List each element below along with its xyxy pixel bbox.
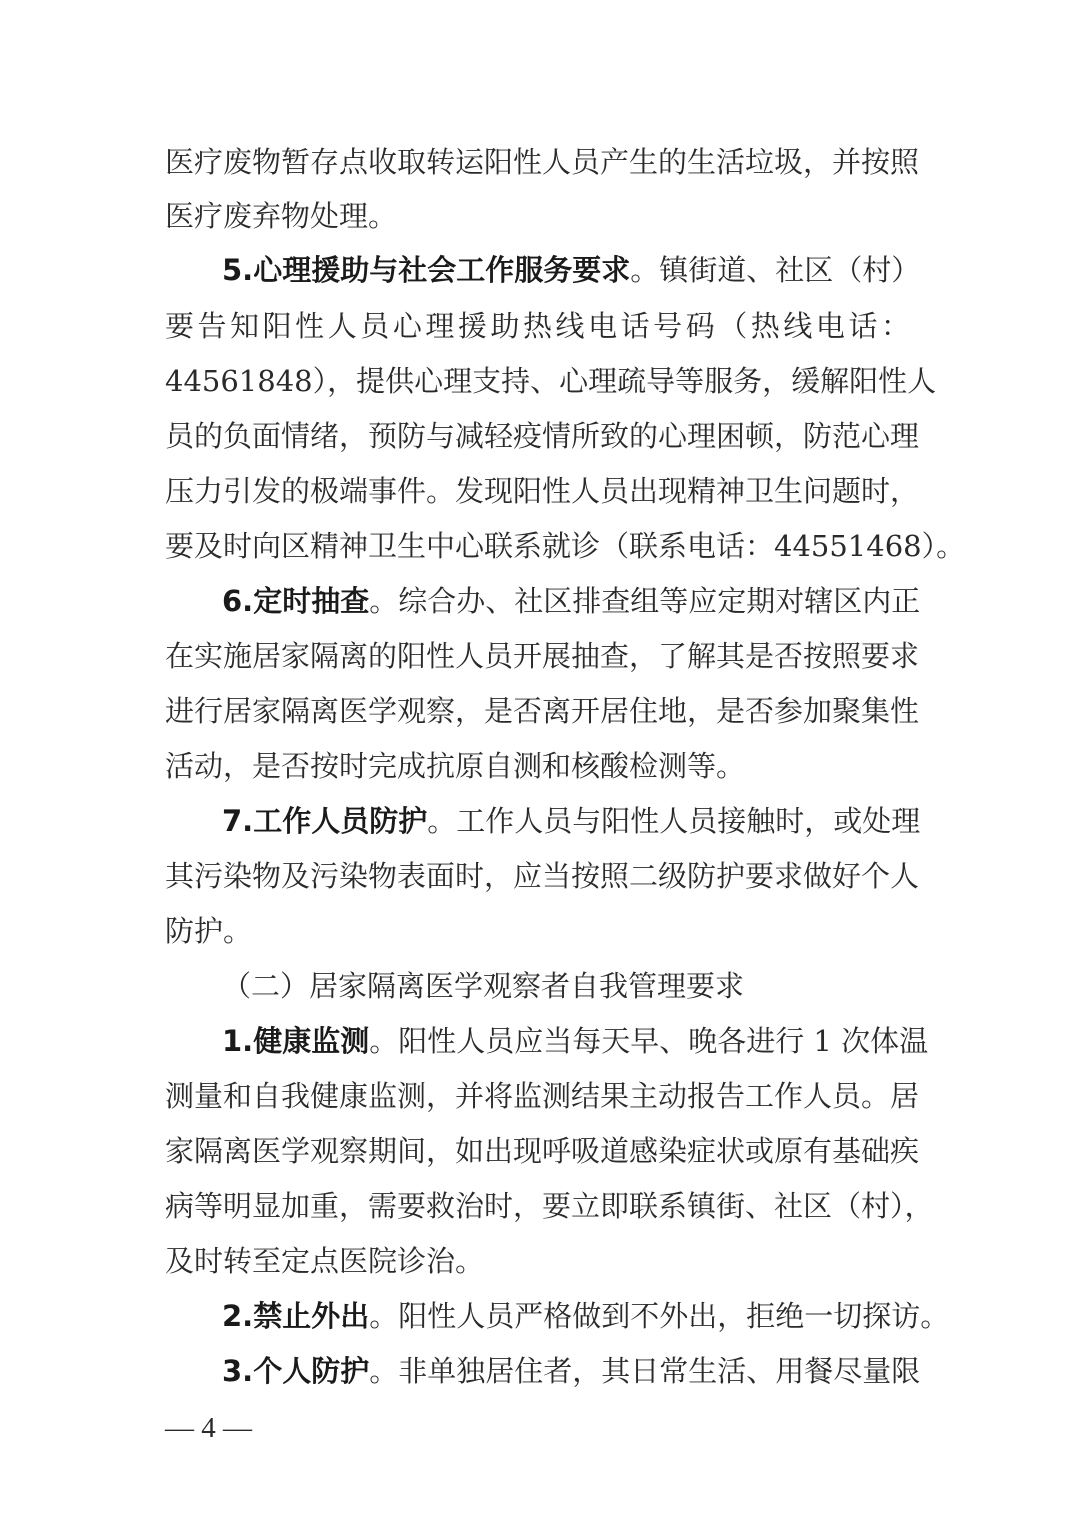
paragraph-line: 测量和自我健康监测，并将监测结果主动报告工作人员。居	[165, 1079, 920, 1113]
paragraph-line: 病等明显加重，需要救治时，要立即联系镇街、社区（村），	[165, 1189, 934, 1223]
sub-item-2-line	[222, 1296, 950, 1336]
paragraph-line: 在实施居家隔离的阳性人员开展抽查，了解其是否按照要求	[165, 639, 920, 673]
paragraph-line: 活动，是否按时完成抗原自测和核酸检测等。	[165, 749, 746, 783]
item-7-line	[222, 801, 921, 841]
paragraph-line: 医疗废弃物处理。	[165, 199, 398, 233]
item-6-heading: 6.定时抽查	[222, 584, 370, 618]
item-6-text: 。综合办、社区排查组等应定期对辖区内正	[369, 584, 921, 618]
item-7-text: 。工作人员与阳性人员接触时，或处理	[427, 804, 921, 838]
paragraph-line: 其污染物及污染物表面时，应当按照二级防护要求做好个人	[165, 859, 920, 893]
item-5-heading: 5.心理援助与社会工作服务要求	[222, 253, 631, 287]
item-6-line	[222, 581, 921, 621]
paragraph-line: 进行居家隔离医学观察，是否离开居住地，是否参加聚集性	[165, 694, 920, 728]
paragraph-line: 及时转至定点医院诊治。	[165, 1244, 485, 1278]
sub-item-3-heading: 3.个人防护	[222, 1354, 370, 1388]
sub-item-2-text: 。阳性人员严格做到不外出，拒绝一切探访。	[369, 1299, 950, 1333]
paragraph-line: 员的负面情绪，预防与减轻疫情所致的心理困顿，防范心理	[165, 419, 920, 453]
section-heading: （二）居家隔离医学观察者自我管理要求	[222, 969, 745, 1003]
paragraph-line: 压力引发的极端事件。发现阳性人员出现精神卫生问题时，	[165, 474, 920, 508]
paragraph-line: 要及时向区精神卫生中心联系就诊（联系电话：44551468）。	[165, 529, 966, 563]
sub-item-3-line	[222, 1351, 921, 1391]
paragraph-line: 要告知阳性人员心理援助热线电话号码（热线电话：	[165, 309, 910, 343]
paragraph-line: 防护。	[165, 914, 253, 948]
item-5-line	[222, 250, 921, 290]
sub-item-1-heading: 1.健康监测	[222, 1024, 370, 1058]
paragraph-line: 医疗废物暂存点收取转运阳性人员产生的生活垃圾，并按照	[165, 145, 920, 179]
item-5-text: 。镇街道、社区（村）	[630, 253, 921, 287]
sub-item-3-text: 。非单独居住者，其日常生活、用餐尽量限	[369, 1354, 921, 1388]
item-7-heading: 7.工作人员防护	[222, 804, 428, 838]
paragraph-line: 家隔离医学观察期间，如出现呼吸道感染症状或原有基础疾	[165, 1134, 920, 1168]
page-number: — 4 —	[165, 1412, 252, 1444]
sub-item-2-heading: 2.禁止外出	[222, 1299, 370, 1333]
sub-item-1-text: 。阳性人员应当每天早、晚各进行 1 次体温	[369, 1024, 929, 1058]
sub-item-1-line	[222, 1021, 929, 1061]
paragraph-line: 44561848），提供心理支持、心理疏导等服务，缓解阳性人	[165, 364, 937, 398]
